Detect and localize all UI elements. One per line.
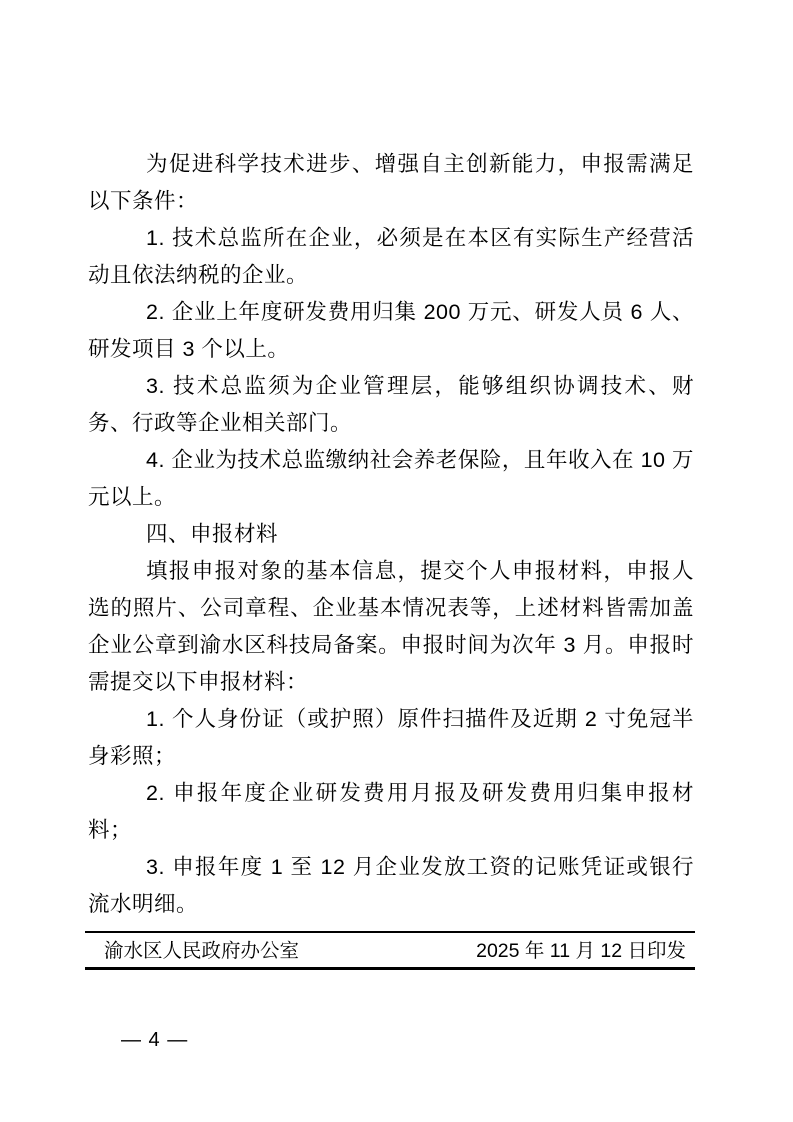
colophon	[104, 939, 686, 963]
colophon-top-rule	[85, 931, 695, 933]
condition-item-4: 4. 企业为技术总监缴纳社会养老保险，且年收入在 10 万元以上。	[88, 448, 694, 509]
condition-item-3: 3. 技术总监须为企业管理层，能够组织协调技术、财务、行政等企业相关部门。	[88, 374, 694, 435]
material-item-2: 2. 申报年度企业研发费用月报及研发费用归集申报材料；	[88, 781, 694, 842]
document-body	[88, 146, 694, 923]
para-materials-intro: 填报申报对象的基本信息，提交个人申报材料，申报人选的照片、公司章程、企业基本情况表等，上述材料皆需加盖企业公章到渝水区科技局备案。申报时间为次年 3 月。申报时需提交以下申报材料：	[88, 559, 694, 694]
page-number: — 4 —	[121, 1029, 189, 1051]
condition-item-1: 1. 技术总监所在企业，必须是在本区有实际生产经营活动且依法纳税的企业。	[88, 226, 694, 287]
issuing-office: 渝水区人民政府办公室	[104, 940, 300, 962]
para-conditions-intro: 为促进科学技术进步、增强自主创新能力，申报需满足以下条件：	[88, 152, 694, 213]
section-heading-materials: 四、申报材料	[146, 522, 279, 546]
condition-item-2: 2. 企业上年度研发费用归集 200 万元、研发人员 6 人、研发项目 3 个以上。	[88, 300, 694, 361]
material-item-1: 1. 个人身份证（或护照）原件扫描件及近期 2 寸免冠半身彩照；	[88, 707, 694, 768]
material-item-3: 3. 申报年度 1 至 12 月企业发放工资的记账凭证或银行流水明细。	[88, 855, 694, 916]
print-date: 2025 年 11 月 12 日印发	[476, 940, 686, 962]
colophon-bottom-rule	[85, 967, 695, 970]
